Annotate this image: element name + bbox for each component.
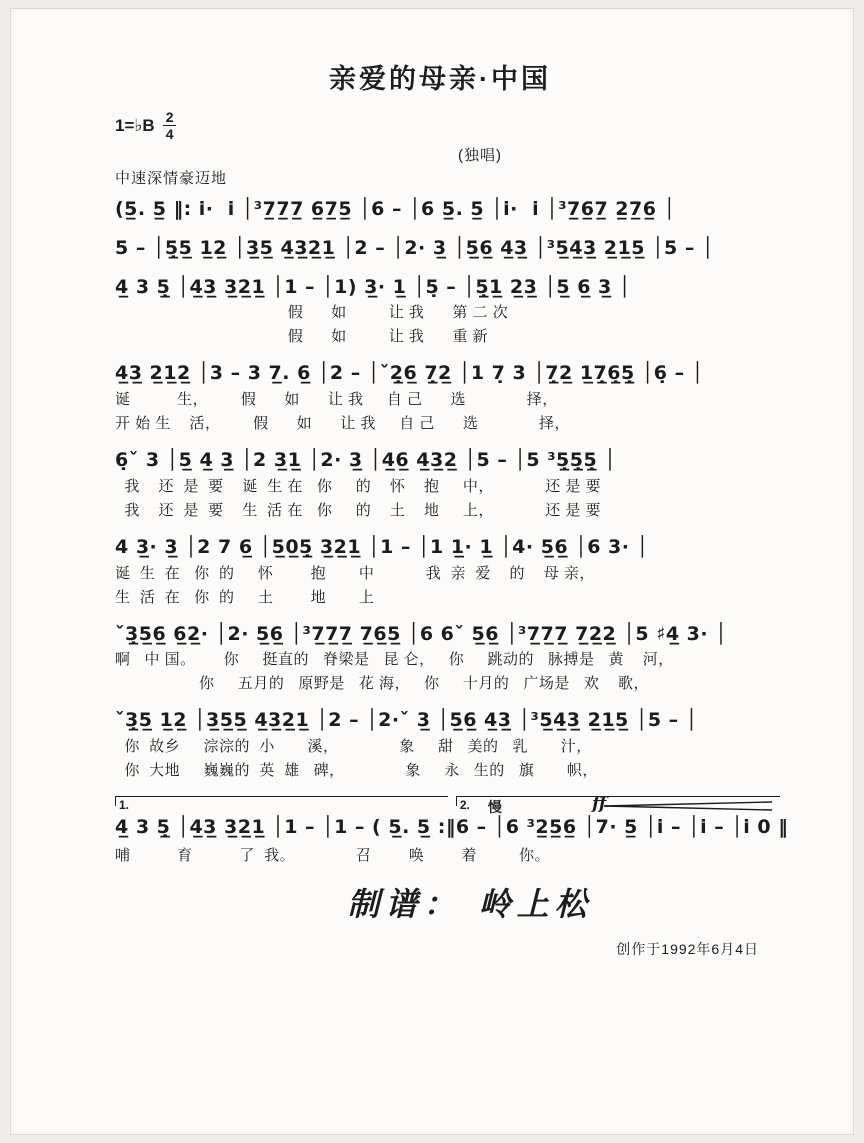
notation-line: ˇ3̲̣5̲6̲ 6̲2̲· │2· 5̲6̲ │³7̲7̲7̲ 7̲6̲5̲ │6 6ˇ 5̲6̲ │³7̲7̲7̲ 7̲2̲2̲ │5 ♯4̲ 3· │ — [115, 622, 728, 645]
score-footer — [115, 879, 765, 959]
volta2-label: 2. — [459, 798, 470, 812]
dynamic-ff: ff — [592, 794, 607, 814]
notation-line: (5̲. 5̲ ‖: i· i │³7̲7̲7̲ 6̲7̲5̲ │6 – │6 5̲. 5̲ │i· i │³7̲6̲7̲ 2̲7̲6̲ │ — [115, 198, 676, 220]
music-system — [115, 536, 765, 608]
notation-line: 5 – │5̲̣5̲ 1̲2̲ │3̲5̲ 4̲3̲2̲1̲ │2 – │2· 3̲ │5̲6̲ 4̲3̲ │³5̲4̲3̲ 2̲1̲5̲ │5 – │ — [115, 236, 714, 259]
music-systems — [115, 198, 765, 781]
maker-signature: 制谱： 岭上松 — [347, 884, 593, 923]
meter-upper: 2 — [163, 110, 177, 126]
notation-line: 4 3̲· 3̲ │2 7 6̲ │5̲0̲5̲̣ 3̲2̲1̲ │1 – │1 1̲· 1̲ │4· 5̲6̲ │6 3· │ — [115, 535, 649, 558]
music-system — [115, 449, 765, 521]
lyric-line-2: 我 还 是 要 生 活 在 你 的 土 地 上， 还 是 要 — [115, 501, 602, 519]
lyric-line-2: 你 五月的 原野是 花 海， 你 十月的 广场是 欢 歌， — [115, 675, 650, 693]
music-system — [115, 623, 765, 695]
key-label: 1=♭B — [115, 115, 155, 135]
volta1-label: 1. — [119, 798, 130, 812]
notation-line: 4̲ 3 5̲̣ │4̲3̲ 3̲2̲1̲ │1 – │1) 3̲· 1̲ │5̣ – │5̲̣1̲ 2̲3̲ │5̲ 6̲ 3̲ │ — [115, 275, 631, 298]
notation-line: 4̲3̲ 2̲1̲2̲ │3 – 3 7̲. 6̲ │2 – │ˇ2̲̣6̲ 7̲̣2̲ │1 7̣ 3 │7̲̣2̲ 1̲7̲̣6̲̣5̲̣ │6̣ – │ — [115, 362, 704, 385]
creation-date: 创作于1992年6月4日 — [616, 940, 759, 957]
music-system — [115, 276, 765, 348]
lyric-line-1: 啊 中 国。 你 挺直的 脊梁是 昆 仑， 你 跳动的 脉搏是 黄 河， — [115, 651, 674, 669]
first-ending — [115, 796, 456, 840]
music-system — [115, 198, 765, 222]
key-tempo-block — [115, 110, 315, 188]
second-ending — [456, 796, 788, 840]
page-title: 亲爱的母亲·中国 — [329, 64, 551, 94]
lyric-line-2: 你 大地 巍巍的 英 雄 碑， 象 永 生的 旗 帜， — [115, 762, 598, 779]
tempo-marking: 中速深情豪迈地 — [115, 170, 228, 187]
tempo-change-slow: 慢 — [487, 799, 502, 815]
lyric-line-1: 你 故乡 淙淙的 小 溪， 象 甜 美的 乳 汁， — [115, 738, 592, 755]
performance-type: (独唱) — [458, 147, 502, 164]
notation-ending-1: 4̲ 3 5̲̣ │4̲3̲ 3̲2̲1̲ │1 – │1 – ( 5̲. 5̲ :‖ — [115, 816, 456, 838]
lyric-line-1: 诞 生， 假 如 让 我 自 己 选 择， — [115, 391, 558, 408]
notation-line: ˇ3̲̣5̲ 1̲2̲ │3̲5̲5̲ 4̲3̲2̲1̲ │2 – │2·ˇ 3̲ │5̲6̲ 4̲3̲ │³5̲4̲3̲ 2̲1̲5̲ │5 – │ — [115, 709, 698, 732]
notation-ending-2: 6 – │6 ³2̲5̲6̲ │7· 5̲ │i – │i – │i 0 ‖ — [455, 816, 789, 838]
lyric-line-2: 生 活 在 你 的 土 地 上 — [115, 588, 375, 606]
final-lyric-line: 哺 育 了 我。 召 唤 着 你。 — [115, 846, 551, 864]
score-header — [115, 110, 765, 188]
final-system — [115, 794, 789, 840]
lyric-line-1: 诞 生 在 你 的 怀 抱 中 我 亲 爱 的 母 亲， — [115, 564, 595, 582]
notation-line: 6̣ˇ 3 │5̲ 4̲ 3̲ │2 3̲1̲ │2· 3̲ │4̲6̲ 4̲3̲2̲ │5 – │5 ³5̲̣5̲̣5̲̣ │ — [115, 449, 617, 471]
music-system — [115, 237, 765, 261]
lyric-line-2: 假 如 让 我 重 新 — [115, 328, 489, 346]
lyric-line-2: 开 始 生 活， 假 如 让 我 自 己 选 择， — [115, 415, 571, 432]
crescendo-mark — [604, 800, 774, 812]
lyric-line-1: 我 还 是 要 诞 生 在 你 的 怀 抱 中， 还 是 要 — [115, 477, 602, 495]
meter-lower: 4 — [165, 126, 174, 142]
time-signature — [163, 110, 177, 141]
sheet — [10, 8, 854, 1135]
music-system — [115, 362, 765, 434]
music-system — [115, 709, 765, 781]
key-signature — [115, 110, 315, 141]
lyric-line-1: 假 如 让 我 第 二 次 — [115, 304, 509, 322]
